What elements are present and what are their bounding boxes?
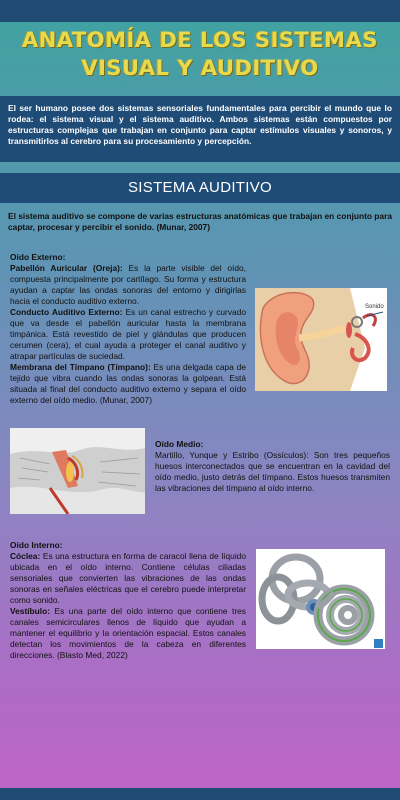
external-p3-term: Membrana del Tímpano (Tímpano): bbox=[10, 362, 151, 372]
external-p2-text: Es un canal estrecho y curvado que va desde el pabellón auricular hasta la membrana timpánica. Está revestido de piel y glándulas que producen cerumen (cera), el cual ayuda a proteger el canal auditivo y atrapar partículas de suciedad. bbox=[10, 307, 246, 361]
internal-p1-term: Cóclea: bbox=[10, 551, 41, 561]
section-heading: SISTEMA AUDITIVO bbox=[0, 173, 400, 203]
sound-label: Sonido bbox=[365, 304, 384, 310]
internal-p2-term: Vestíbulo: bbox=[10, 606, 51, 616]
title-line-2: VISUAL Y AUDITIVO bbox=[81, 56, 319, 80]
intro-text: El ser humano posee dos sistemas sensoriales fundamentales para percibir el mundo que lo rodea: el sistema visual y el sistema auditivo. Ambos sistemas están compuestos por estructuras complejas que trabajan en conjunto para captar estímulos visuales y sonoros, y transmitirlos al cerebro para su procesamiento y percepción. bbox=[8, 103, 392, 146]
internal-heading: Oído Interno: bbox=[10, 540, 63, 550]
intro-box bbox=[0, 96, 400, 162]
bottom-bar bbox=[0, 788, 400, 800]
external-p2-term: Conducto Auditivo Externo: bbox=[10, 307, 123, 317]
internal-p2 bbox=[10, 606, 246, 661]
internal-p2-text: Es una parte del oído interno que contiene tres canales semicirculares llenos de líquido que ayudan a mantener el equilibrio y la orientación espacial. Estos canales detectan los movimientos de la cabeza en diferentes direcciones. (Blasto Med, 2022) bbox=[10, 606, 246, 660]
title-line-1: ANATOMÍA DE LOS SISTEMAS bbox=[22, 28, 378, 52]
middle-text: Martillo, Yunque y Estribo (Ossículos): Son tres pequeños huesos interconectados que se encuentran en la cavidad del oído medio, justo detrás del tímpano. Estos huesos transmiten las vibraciones del tímpano al oído interno. bbox=[155, 450, 390, 493]
internal-p1-text: Es una estructura en forma de caracol llena de líquido ubicada en el oído interno. Contiene células ciliadas sensoriales que convierten las vibraciones de las ondas sonoras en señales eléctricas que el cerebro puede interpretar como sonido. bbox=[10, 551, 246, 605]
middle-ear-text bbox=[155, 439, 390, 494]
external-ear-text bbox=[10, 252, 246, 406]
internal-ear-text bbox=[10, 540, 246, 661]
outer-ear-illustration bbox=[255, 288, 387, 391]
inner-ear-illustration bbox=[256, 549, 385, 649]
external-heading: Oído Externo: bbox=[10, 252, 66, 262]
section-lead: El sistema auditivo se compone de varias estructuras anatómicas que trabajan en conjunto para captar, procesar y percibir el sonido. (Munar, 2007) bbox=[8, 211, 392, 232]
external-p3 bbox=[10, 362, 246, 406]
external-p1-term: Pabellón Auricular (Oreja): bbox=[10, 263, 123, 273]
page-title bbox=[0, 26, 400, 82]
middle-heading: Oído Medio: bbox=[155, 439, 204, 449]
middle-ear-illustration bbox=[10, 428, 145, 514]
external-p3-text: Es una delgada capa de tejido que vibra cuando las ondas sonoras la golpean. Está situada al final del conducto auditivo externo y separa el oído externo del oído medio. (Munar, 2007) bbox=[10, 362, 246, 405]
external-p1-text: Es la parte visible del oído, compuesta principalmente por cartílago. Su forma y estructura ayudan a captar las ondas sonoras del entorno y dirigirlas hacia el conducto auditivo externo. bbox=[10, 263, 247, 306]
external-p2 bbox=[10, 307, 246, 362]
internal-p1 bbox=[10, 551, 246, 606]
top-bar bbox=[0, 0, 400, 22]
external-p1 bbox=[10, 263, 246, 307]
